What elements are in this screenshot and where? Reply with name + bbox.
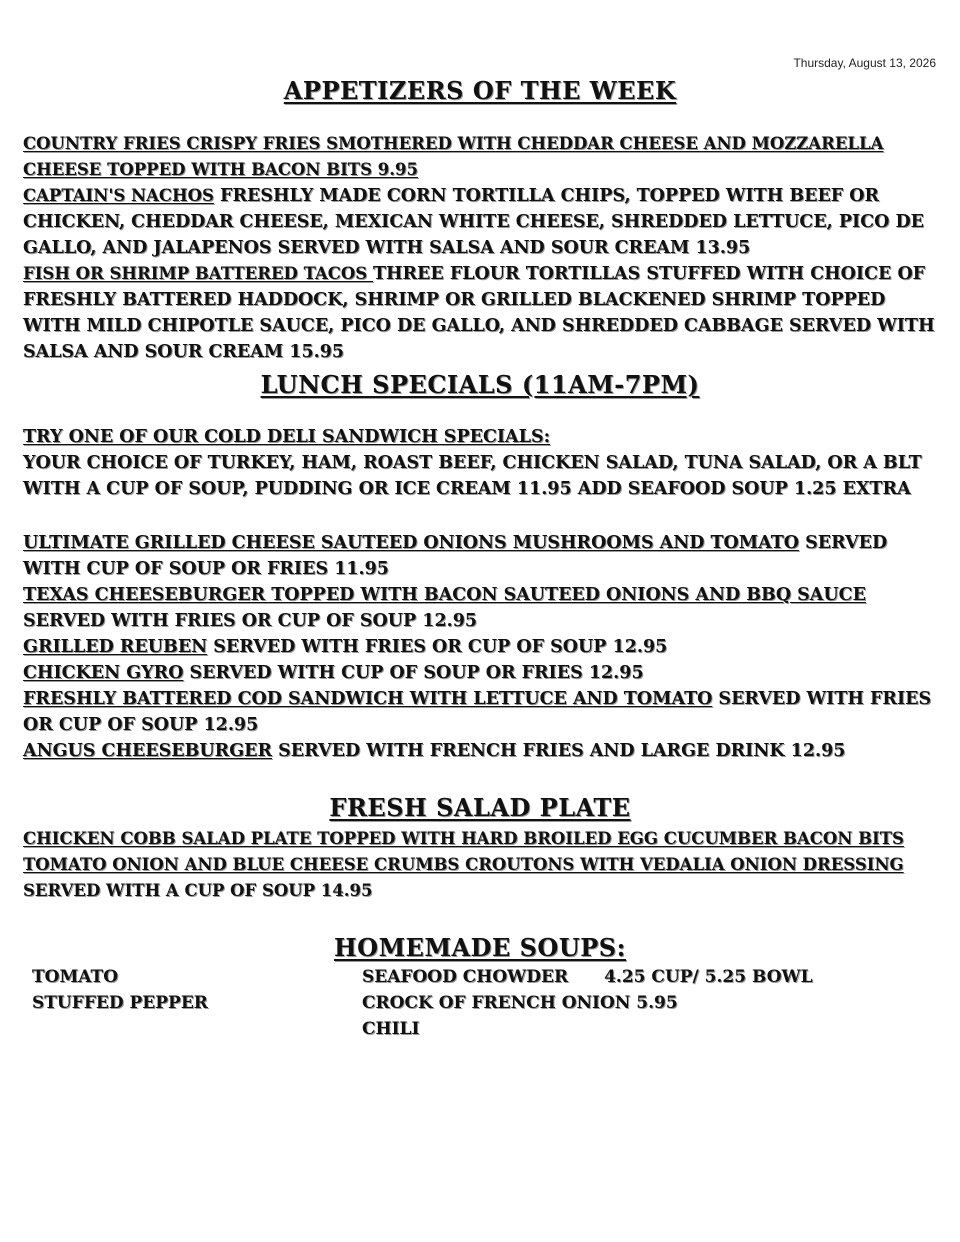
lunch-item-desc: SERVED WITH CUP OF SOUP OR FRIES 11.95: [23, 533, 888, 579]
soup-name: SEAFOOD CHOWDER: [362, 967, 569, 987]
soup-item: TOMATO: [32, 967, 118, 987]
deli-specials: [23, 424, 938, 502]
lunch-heading: LUNCH SPECIALS (11AM-7PM): [260, 370, 700, 399]
lunch-item-desc: SERVED WITH FRIES OR CUP OF SOUP 12.95: [23, 611, 478, 631]
lunch-item-desc: SERVED WITH FRIES OR CUP OF SOUP 12.95: [207, 637, 668, 657]
lunch-item-name: CHICKEN GYRO: [23, 663, 184, 683]
lunch-item-name: ULTIMATE GRILLED CHEESE SAUTEED ONIONS MUSHROOMS AND TOMATO: [23, 533, 800, 553]
appetizer-name: CAPTAIN'S NACHOS: [23, 186, 214, 205]
lunch-items: [23, 530, 938, 764]
lunch-item-desc: SERVED WITH CUP OF SOUP OR FRIES 12.95: [183, 663, 644, 683]
soup-price: 4.25 CUP/ 5.25 BOWL: [604, 967, 813, 987]
lunch-item-desc: SERVED WITH FRENCH FRIES AND LARGE DRINK 12.95: [272, 741, 846, 761]
appetizer-desc: FRESHLY MADE CORN TORTILLA CHIPS, TOPPED WITH BEEF OR CHICKEN, CHEDDAR CHEESE, MEXICAN WHITE CHEESE, SHREDDED LETTUCE, PICO DE GALLO, AND JALAPENOS SERVED WITH SALSA AND SOUR CREAM 13.95: [23, 186, 924, 258]
salad-desc: SERVED WITH A CUP OF SOUP 14.95: [23, 881, 373, 900]
deli-title: TRY ONE OF OUR COLD DELI SANDWICH SPECIALS:: [23, 427, 551, 447]
salad-name: CHICKEN COBB SALAD PLATE TOPPED WITH HARD BROILED EGG CUCUMBER BACON BITS TOMATO ONION AND BLUE CHEESE CRUMBS CROUTONS WITH VEDALIA ONION DRESSING: [23, 829, 904, 874]
soup-name: CHILI: [362, 1019, 420, 1039]
soups-right-column: [362, 964, 922, 1042]
soup-item: STUFFED PEPPER: [32, 993, 208, 1013]
lunch-item-name: FRESHLY BATTERED COD SANDWICH WITH LETTUCE AND TOMATO: [23, 689, 713, 709]
lunch-item-name: ANGUS CHEESEBURGER: [23, 741, 273, 761]
soup-item: [362, 964, 922, 990]
appetizer-desc: THREE FLOUR TORTILLAS STUFFED WITH CHOICE OF FRESHLY BATTERED HADDOCK, SHRIMP OR GRILLED BLACKENED SHRIMP TOPPED WITH MILD CHIPOTLE SAUCE, PICO DE GALLO, AND SHREDDED CABBAGE SERVED WITH SALSA AND SOUR CREAM 15.95: [23, 264, 935, 362]
soup-item: [362, 990, 922, 1016]
deli-text: YOUR CHOICE OF TURKEY, HAM, ROAST BEEF, CHICKEN SALAD, TUNA SALAD, OR A BLT WITH A CUP OF SOUP, PUDDING OR ICE CREAM 11.95 ADD SEAFOOD SOUP 1.25 EXTRA: [23, 453, 922, 499]
salad-item: [23, 826, 938, 904]
date-stamp: Thursday, August 13, 2026: [793, 56, 936, 70]
lunch-item-name: TEXAS CHEESEBURGER TOPPED WITH BACON SAUTEED ONIONS AND BBQ SAUCE: [23, 585, 866, 605]
salad-heading: FRESH SALAD PLATE: [329, 793, 631, 822]
soup-name: CROCK OF FRENCH ONION 5.95: [362, 993, 678, 1013]
appetizer-name: COUNTRY FRIES CRISPY FRIES SMOTHERED WITH CHEDDAR CHEESE AND MOZZARELLA CHEESE TOPPED WITH BACON BITS 9.95: [23, 134, 884, 179]
soups-left-column: [32, 964, 332, 1016]
soups-heading: HOMEMADE SOUPS:: [334, 933, 626, 962]
appetizers-heading: APPETIZERS OF THE WEEK: [283, 76, 677, 105]
appetizer-name: FISH OR SHRIMP BATTERED TACOS: [23, 264, 373, 283]
lunch-item-desc: SERVED WITH FRIES OR CUP OF SOUP 12.95: [23, 689, 932, 735]
soup-item: [362, 1016, 922, 1042]
appetizers-list: [23, 131, 938, 365]
lunch-item-name: GRILLED REUBEN: [23, 637, 208, 657]
